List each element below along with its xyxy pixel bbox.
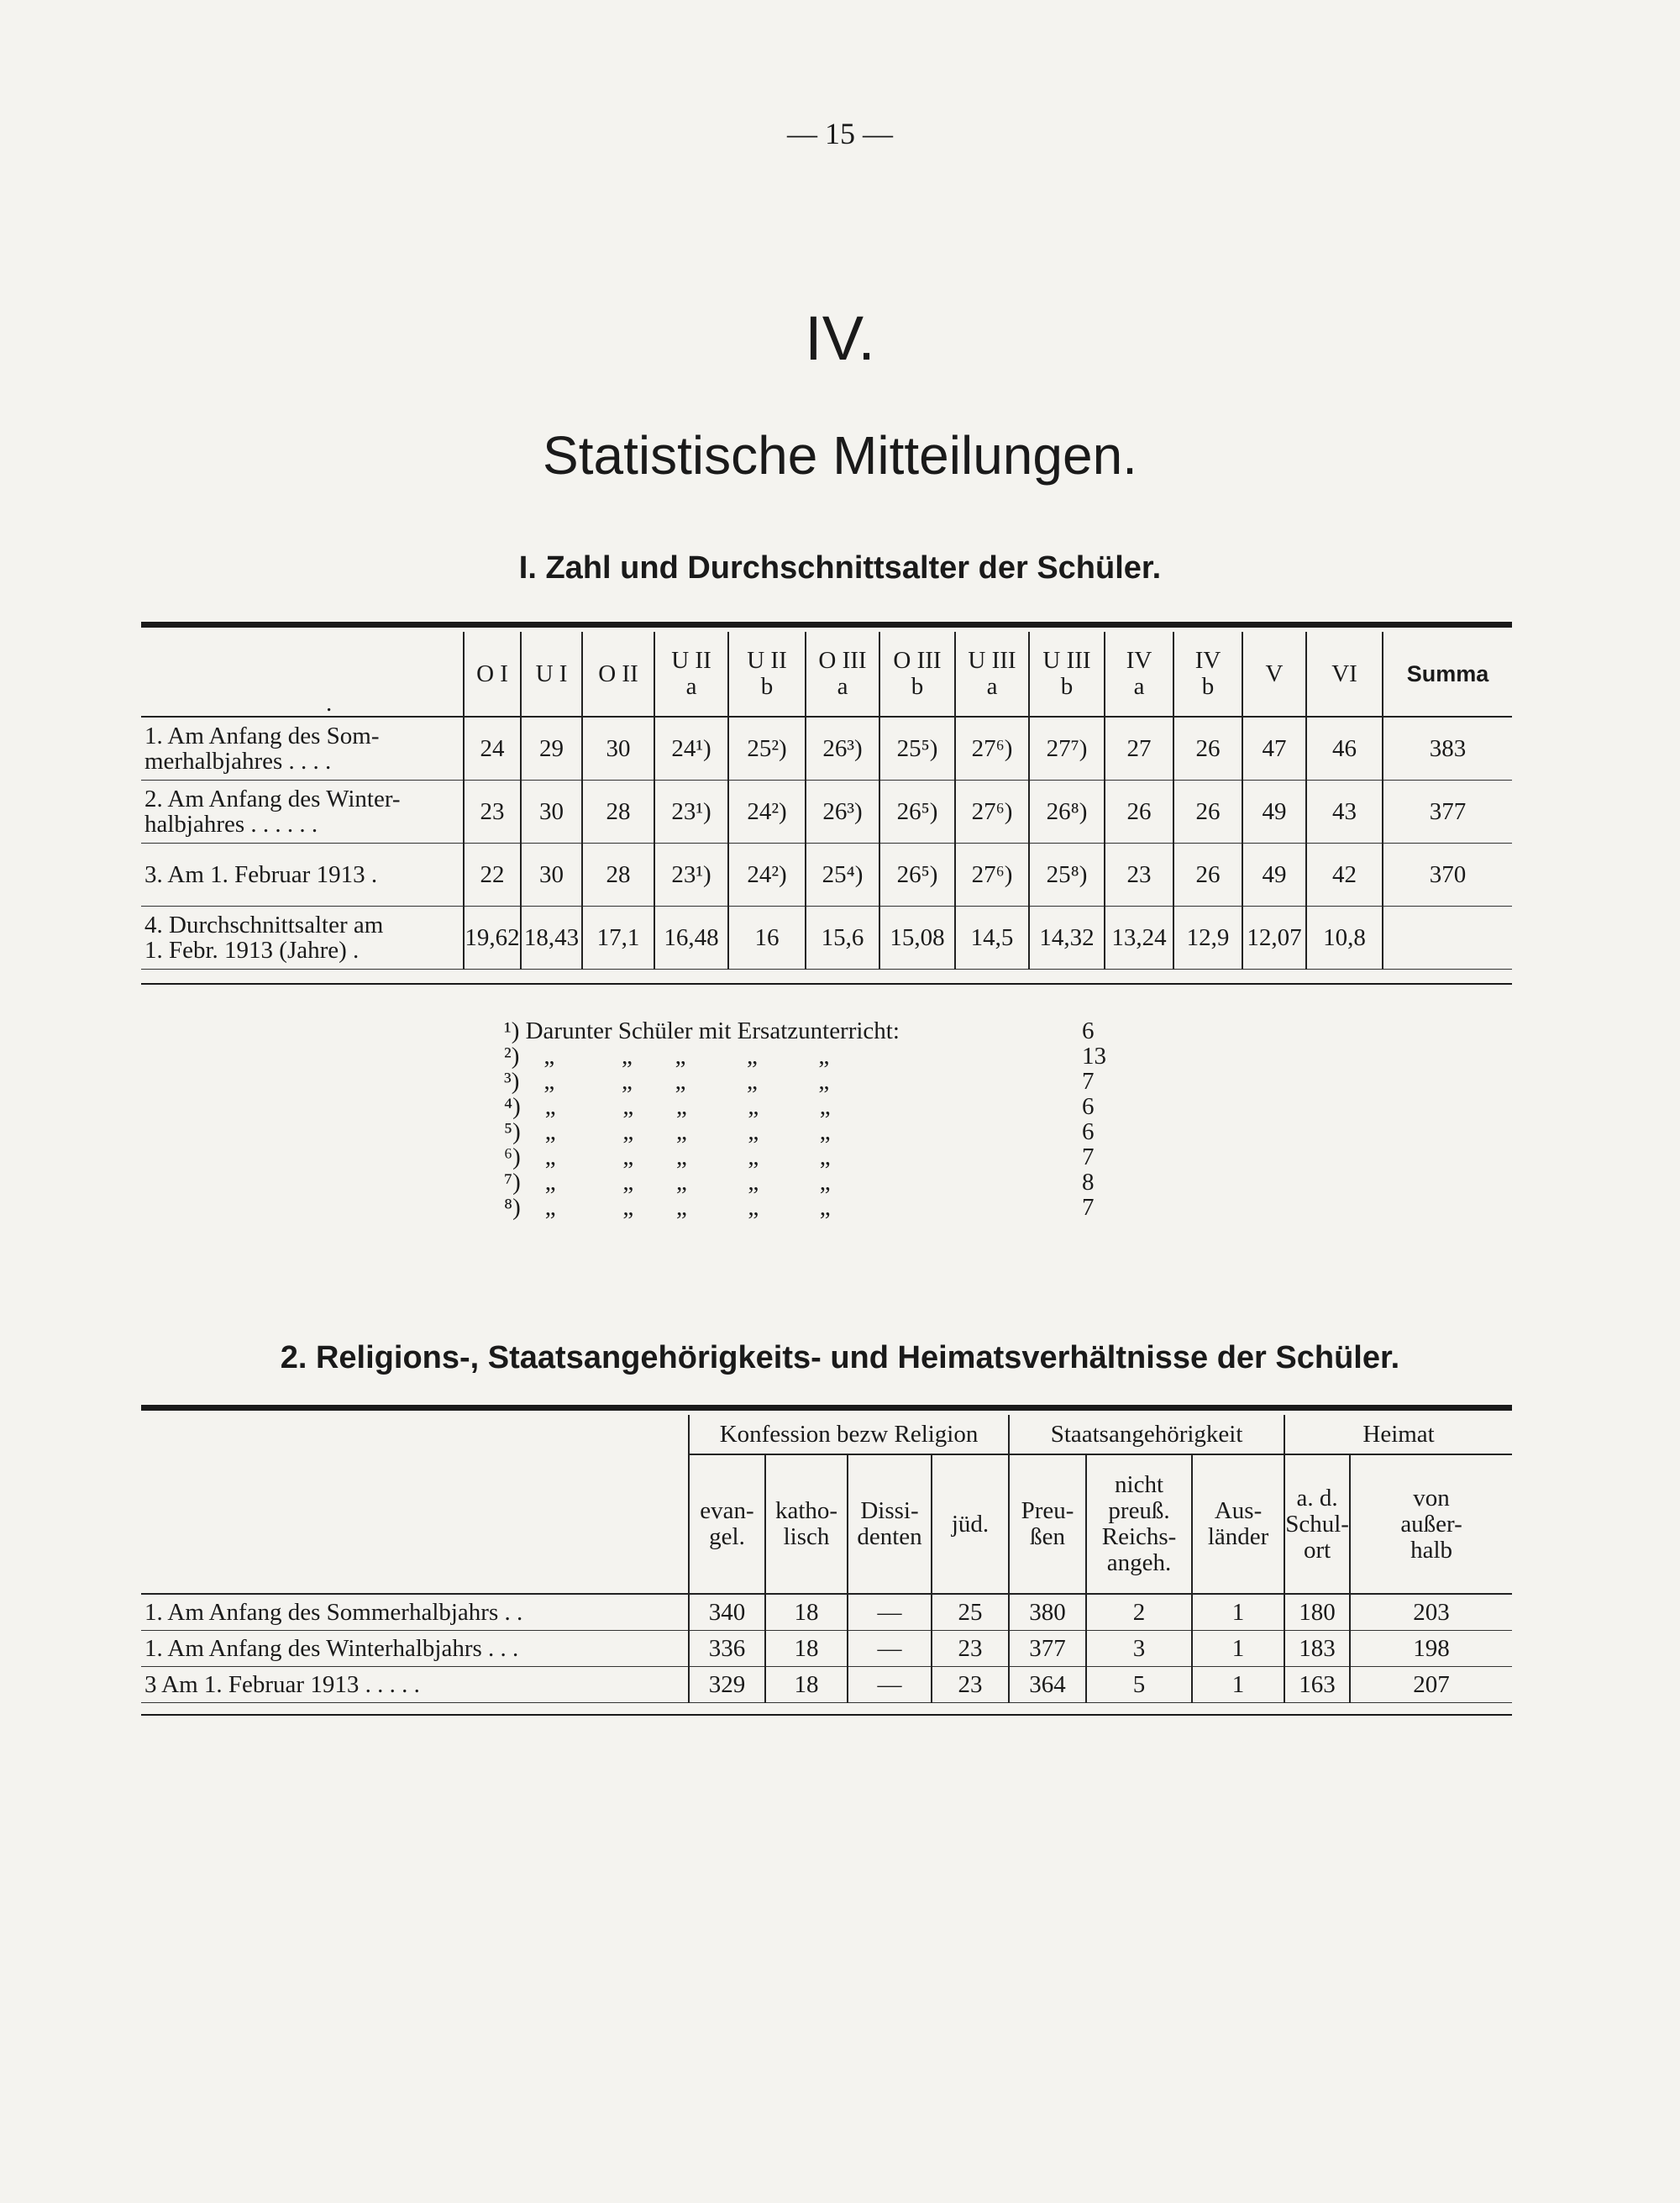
page-number: — 15 — [787,117,893,150]
table-cell: 49 [1242,781,1306,844]
col-header: U II a [654,632,728,717]
table-cell: 13,24 [1105,907,1173,970]
table-cell: 26⁵) [879,844,955,907]
table-cell: 24¹) [654,717,728,781]
table-cell: 26⁸) [1029,781,1105,844]
section1-heading: I. Zahl und Durchschnittsalter der Schüler. [518,550,1162,586]
table-cell: 25 [932,1594,1009,1631]
header-blank [141,1415,689,1594]
table-cell [1383,907,1512,970]
table-cell: 1 [1192,1594,1284,1631]
table-cell: 25⁴) [806,844,879,907]
table-row [141,1594,1512,1631]
table-cell: 12,07 [1242,907,1306,970]
table-cell: 1 [1192,1667,1284,1703]
table-cell: 25⁸) [1029,844,1105,907]
table-cell: 24²) [728,781,806,844]
footnote: ⁷) „ „ „ „ „ 8 [504,1169,1095,1196]
table-cell: 15,6 [806,907,879,970]
section1-top-rule [141,622,1512,628]
col-header-summa: Summa [1383,632,1512,717]
footnote: ³) „ „ „ „ „ 7 [504,1068,1095,1095]
table-cell: 198 [1350,1631,1512,1667]
row-label: 4. Durchschnittsalter am 1. Febr. 1913 (Jahre) . [141,907,464,970]
table-cell: 30 [521,844,582,907]
header-dot: . [141,632,464,717]
table-cell: 364 [1009,1667,1086,1703]
table-cell: 26 [1173,844,1242,907]
col-header: nicht preuß. Reichs- angeh. [1086,1454,1192,1594]
table-cell: 380 [1009,1594,1086,1631]
table-cell: 18 [765,1594,848,1631]
group-header-home: Heimat [1284,1415,1512,1454]
row-label: 2. Am Anfang des Winter- halbjahres . . . . . . [141,781,464,844]
table-cell: 10,8 [1306,907,1383,970]
table-cell: 26 [1105,781,1173,844]
group-header-row [141,1415,1512,1454]
chapter-number: IV. [805,303,875,373]
table-cell: 27⁶) [955,717,1029,781]
section2-bottom-rule [141,1714,1512,1716]
table-cell: 329 [689,1667,765,1703]
table-cell: 23 [932,1631,1009,1667]
religion-table [141,1415,1512,1703]
col-header: IV a [1105,632,1173,717]
col-header: evan- gel. [689,1454,765,1594]
col-header: jüd. [932,1454,1009,1594]
col-header: VI [1306,632,1383,717]
table-cell: 49 [1242,844,1306,907]
table-cell: 14,32 [1029,907,1105,970]
table-cell: 47 [1242,717,1306,781]
col-header: IV b [1173,632,1242,717]
table-cell: 377 [1383,781,1512,844]
table-row [141,1667,1512,1703]
table-cell: 180 [1284,1594,1350,1631]
table-cell: 2 [1086,1594,1192,1631]
table-cell: 27⁷) [1029,717,1105,781]
table-cell: 27⁶) [955,844,1029,907]
row-label: 1. Am Anfang des Som- merhalbjahres . . . . [141,717,464,781]
table-cell: 24²) [728,844,806,907]
table-cell: 1 [1192,1631,1284,1667]
table-cell: 30 [582,717,654,781]
table-cell: 377 [1009,1631,1086,1667]
table-cell: 203 [1350,1594,1512,1631]
table-cell: 12,9 [1173,907,1242,970]
table-cell: 340 [689,1594,765,1631]
col-header: O II [582,632,654,717]
table-cell: 18 [765,1667,848,1703]
row-label: 3 Am 1. Februar 1913 . . . . . [141,1667,689,1703]
table-cell: 16 [728,907,806,970]
footnote: ⁶) „ „ „ „ „ 7 [504,1144,1095,1170]
table-cell: 3 [1086,1631,1192,1667]
table-cell: 25⁵) [879,717,955,781]
col-header: O III b [879,632,955,717]
footnotes [504,1018,1142,1220]
table-cell: 23 [932,1667,1009,1703]
col-header: Dissi- denten [848,1454,932,1594]
table-cell: 30 [521,781,582,844]
table-cell: 183 [1284,1631,1350,1667]
page-title: Statistische Mitteilungen. [543,425,1137,486]
table-row [141,717,1512,781]
col-header: V [1242,632,1306,717]
col-header: katho- lisch [765,1454,848,1594]
table-cell: 15,08 [879,907,955,970]
row-label: 1. Am Anfang des Sommerhalbjahrs . . [141,1594,689,1631]
table-row [141,781,1512,844]
table-cell: 22 [464,844,521,907]
table-cell: 16,48 [654,907,728,970]
col-header: U II b [728,632,806,717]
group-header-religion: Konfession bezw Religion [689,1415,1009,1454]
table-cell: 23¹) [654,781,728,844]
footnote: ⁴) „ „ „ „ „ 6 [504,1093,1095,1120]
col-header: O III a [806,632,879,717]
table-row [141,1631,1512,1667]
table-cell: 23 [464,781,521,844]
col-header: Preu- ßen [1009,1454,1086,1594]
table-cell: 28 [582,844,654,907]
table-cell: 26³) [806,781,879,844]
col-header: O I [464,632,521,717]
footnote: ⁵) „ „ „ „ „ 6 [504,1118,1095,1145]
table-cell: — [848,1594,932,1631]
table-cell: 25²) [728,717,806,781]
table-cell: 18,43 [521,907,582,970]
table-cell: 207 [1350,1667,1512,1703]
table-cell: 26 [1173,781,1242,844]
row-label: 1. Am Anfang des Winterhalbjahrs . . . [141,1631,689,1667]
table-cell: — [848,1631,932,1667]
col-header: U I [521,632,582,717]
table-cell: 42 [1306,844,1383,907]
col-header: U III a [955,632,1029,717]
section1-bottom-rule [141,983,1512,985]
table-cell: 29 [521,717,582,781]
table-header-row [141,632,1512,717]
table-cell: 28 [582,781,654,844]
col-header: Aus- länder [1192,1454,1284,1594]
table-cell: 163 [1284,1667,1350,1703]
row-label: 3. Am 1. Februar 1913 . [141,844,464,907]
table-cell: 17,1 [582,907,654,970]
table-row [141,844,1512,907]
col-header: von außer- halb [1350,1454,1512,1594]
table-cell: 23 [1105,844,1173,907]
table-cell: 383 [1383,717,1512,781]
table-cell: 26⁵) [879,781,955,844]
age-table [141,632,1512,970]
table-cell: 26 [1173,717,1242,781]
footnote: ²) „ „ „ „ „ 13 [504,1043,1106,1070]
footnote: ⁸) „ „ „ „ „ 7 [504,1194,1095,1221]
group-header-citizenship: Staatsangehörigkeit [1009,1415,1284,1454]
table-cell: 24 [464,717,521,781]
footnote: ¹) Darunter Schüler mit Ersatzunterricht: 6 [504,1017,1095,1044]
table-cell: 26³) [806,717,879,781]
table-cell: 23¹) [654,844,728,907]
table-cell: 43 [1306,781,1383,844]
table-cell: 5 [1086,1667,1192,1703]
section2-top-rule [141,1405,1512,1411]
table-row [141,907,1512,970]
table-cell: 18 [765,1631,848,1667]
table-cell: 19,62 [464,907,521,970]
table-cell: — [848,1667,932,1703]
col-header: U III b [1029,632,1105,717]
col-header: a. d. Schul- ort [1284,1454,1350,1594]
table-cell: 27⁶) [955,781,1029,844]
table-cell: 46 [1306,717,1383,781]
table-cell: 370 [1383,844,1512,907]
table-cell: 27 [1105,717,1173,781]
table-cell: 14,5 [955,907,1029,970]
table-cell: 336 [689,1631,765,1667]
section2-heading: 2. Religions-, Staatsangehörigkeits- und Heimatsverhältnisse der Schüler. [280,1340,1400,1375]
